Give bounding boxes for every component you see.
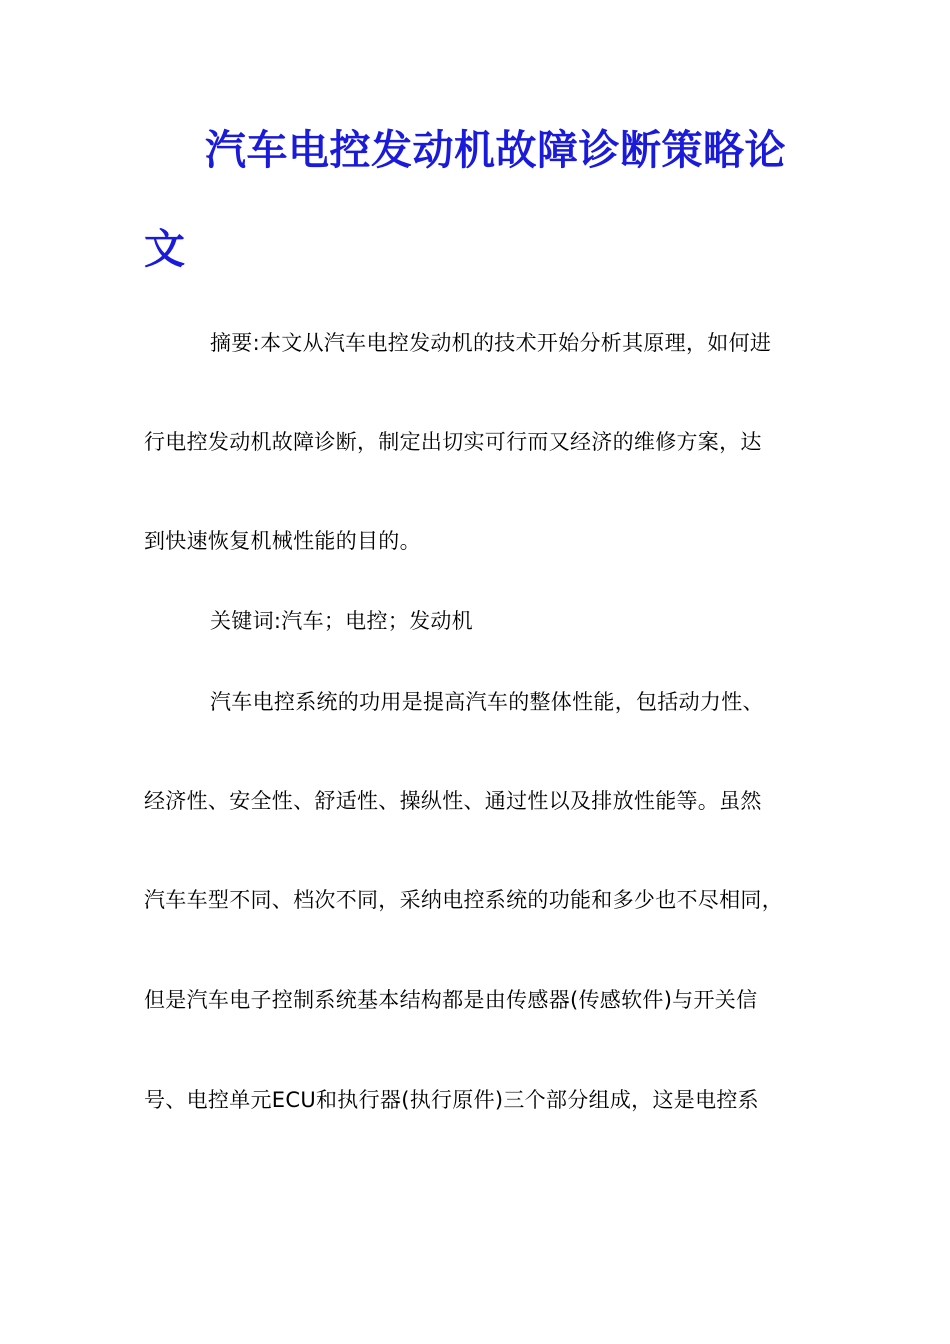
document-title-line-1: 汽车电控发动机故障诊断策略论 xyxy=(205,126,786,174)
abstract-line-2: 行电控发动机故障诊断，制定出切实可行而又经济的维修方案，达 xyxy=(144,430,762,454)
abstract-line-3: 到快速恢复机械性能的目的。 xyxy=(144,529,421,553)
body-line-1: 汽车电控系统的功用是提高汽车的整体性能，包括动力性、 xyxy=(210,690,764,714)
body-line-5: 号、电控单元ECU和执行器(执行原件)三个部分组成，这是电控系 xyxy=(144,1088,759,1112)
document-title-line-2: 文 xyxy=(144,225,186,273)
keywords-line: 关键词:汽车；电控；发动机 xyxy=(210,609,473,633)
body-line-3: 汽车车型不同、档次不同，采纳电控系统的功能和多少也不尽相同， xyxy=(144,888,783,912)
abstract-line-1: 摘要:本文从汽车电控发动机的技术开始分析其原理，如何进 xyxy=(210,331,772,355)
body-line-2: 经济性、安全性、舒适性、操纵性、通过性以及排放性能等。虽然 xyxy=(144,789,762,813)
body-line-4: 但是汽车电子控制系统基本结构都是由传感器(传感软件)与开关信 xyxy=(144,988,758,1012)
